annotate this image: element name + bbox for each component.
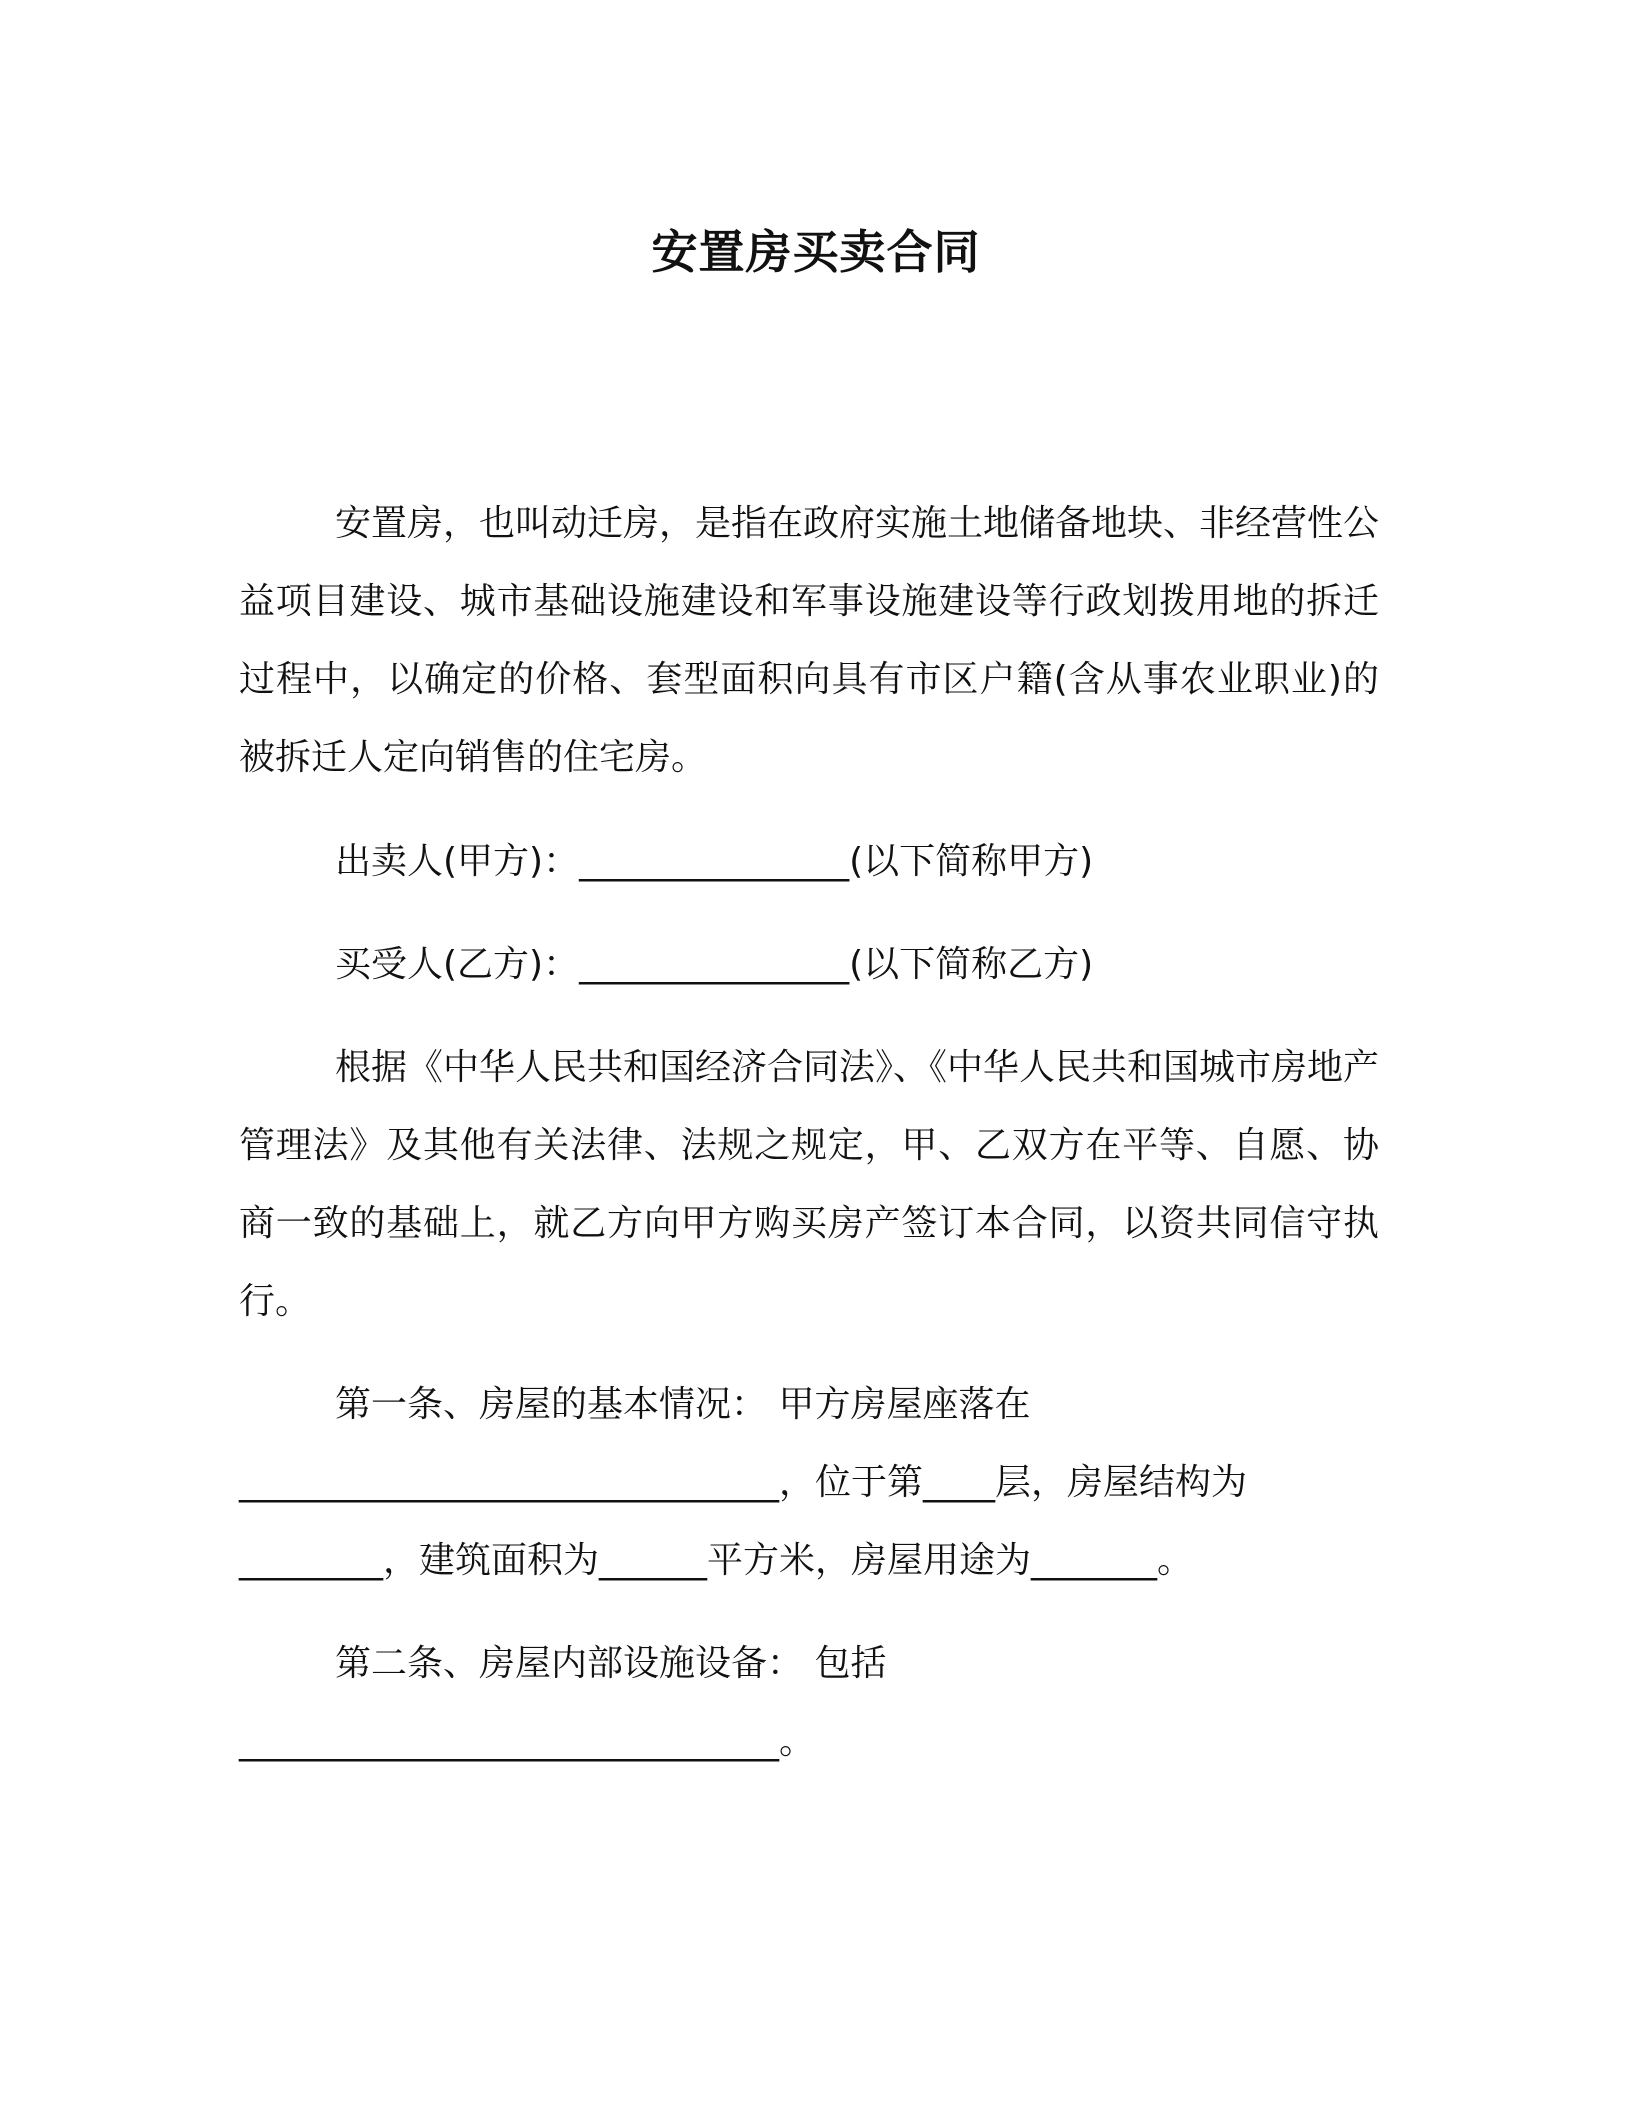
article1-location-line: ______________________________，位于第____层，房屋结构为 — [239, 1462, 1248, 1503]
article2-blank-line: ______________________________。 — [239, 1721, 815, 1762]
seller-line: 出卖人(甲方)：_______________(以下简称甲方) — [335, 841, 1094, 882]
document-title: 安置房买卖合同 — [651, 225, 981, 279]
article2-heading: 第二条、房屋内部设施设备： 包括 — [335, 1643, 887, 1684]
buyer-line: 买受人(乙方)：_______________(以下简称乙方) — [335, 944, 1094, 985]
article1-area-line: ________，建筑面积为______平方米，房屋用途为_______。 — [239, 1540, 1194, 1581]
intro-paragraph: 安置房，也叫动迁房，是指在政府实施土地储备地块、非经营性公益项目建设、城市基础设施建设和军事设施建设等行政划拨用地的拆迁过程中，以确定的价格、套型面积向具有市区户籍(含从事农业职业)的被拆迁人定向销售的住宅房。 — [239, 503, 1380, 778]
article1-heading: 第一条、房屋的基本情况： 甲方房屋座落在 — [335, 1384, 1031, 1425]
basis-paragraph: 根据《中华人民共和国经济合同法》、《中华人民共和国城市房地产管理法》及其他有关法律、法规之规定，甲、乙双方在平等、自愿、协商一致的基础上，就乙方向甲方购买房产签订本合同，以资共同信守执行。 — [239, 1047, 1380, 1322]
